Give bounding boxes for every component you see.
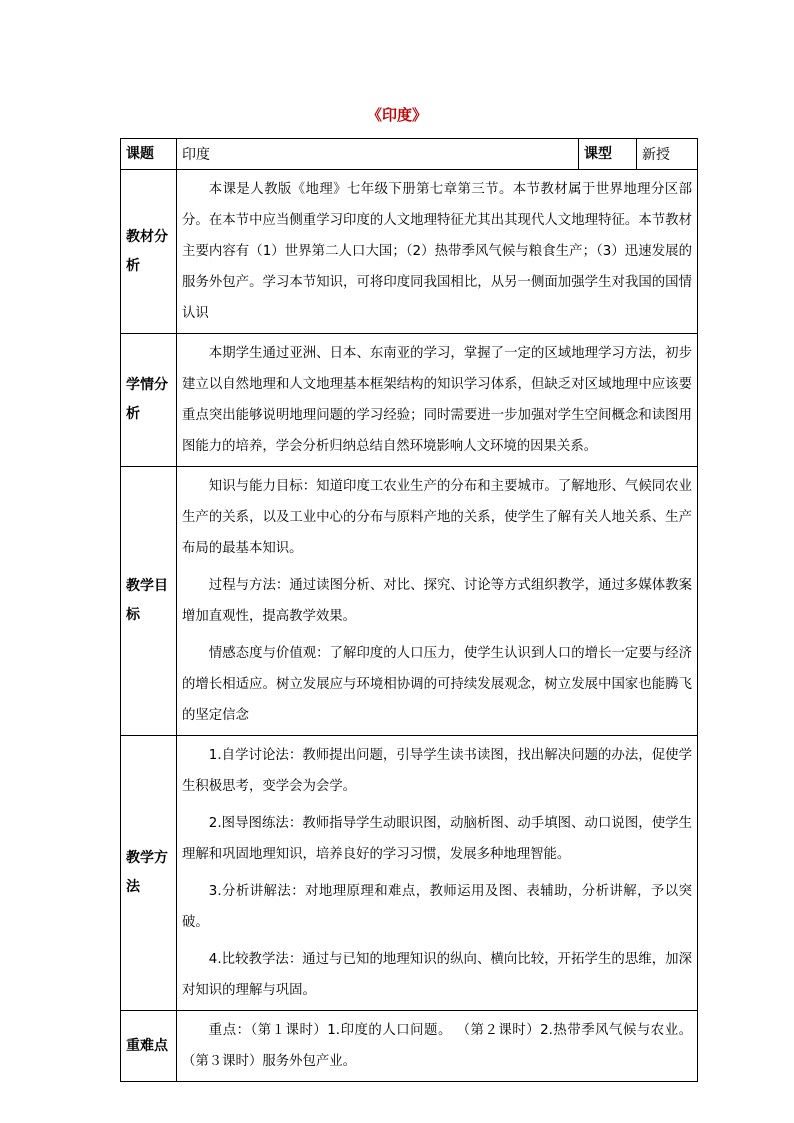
- document-title: 《印度》: [366, 106, 427, 124]
- teaching-methods-label: 教学方法: [121, 736, 177, 1011]
- teaching-goals-content: [177, 467, 698, 736]
- student-paragraph: 本期学生通过亚洲、日本、东南亚的学习，掌握了一定的区域地理学习方法，初步建立以自然地理和人文地理基本框架结构的知识学习体系，但缺乏对区域地理中应该要重点突出能够说明地理问题的学习经验；同时需要进一步加强对学生空间概念和读图用图能力的培养，学会分析归纳总结自然环境影响人文环境的因果关系。: [182, 346, 692, 454]
- material-analysis-label: 教材分析: [121, 170, 177, 334]
- method-paragraph-3: 3.分析讲解法：对地理原理和难点，教师运用及图、表辅助，分析讲解，予以突破。: [182, 884, 692, 930]
- key-points-content: [177, 1011, 698, 1082]
- method-paragraph-4: 4.比较教学法：通过与已知的地理知识的纵向、横向比较，开拓学生的思维，加深对知识的理解与巩固。: [182, 952, 692, 998]
- header-row: [121, 139, 698, 170]
- key-points-paragraph: 重点：（第１课时）1.印度的人口问题。 （第２课时）2.热带季风气候与农业。（第３课时）服务外包产业。: [182, 1023, 692, 1069]
- lesson-type-label: 课型: [579, 139, 637, 170]
- teaching-goals-row: [121, 467, 698, 736]
- goal-paragraph-attitude: 情感态度与价值观：了解印度的人口压力，使学生认识到人口的增长一定要与经济的增长相适应。树立发展应与环境相协调的可持续发展观念，树立发展中国家也能腾飞的坚定信念: [182, 646, 692, 723]
- material-analysis-content: [177, 170, 698, 334]
- topic-value: 印度: [177, 139, 579, 170]
- material-analysis-row: [121, 170, 698, 334]
- student-analysis-content: [177, 334, 698, 467]
- student-analysis-label: 学情分析: [121, 334, 177, 467]
- teaching-methods-content: [177, 736, 698, 1011]
- material-paragraph: 本课是人教版《地理》七年级下册第七章第三节。本节教材属于世界地理分区部分。在本节中应当侧重学习印度的人文地理特征尤其出其现代人文地理特征。本节教材主要内容有（1）世界第二人口大国；（2）热带季风气候与粮食生产；（3）迅速发展的服务外包产。学习本节知识，可将印度同我国相比，从另一侧面加强学生对我国的国情认识: [182, 182, 692, 321]
- student-analysis-row: [121, 334, 698, 467]
- goal-paragraph-knowledge: 知识与能力目标：知道印度工农业生产的分布和主要城市。了解地形、气候同农业生产的关系，以及工业中心的分布与原料产地的关系，使学生了解有关人地关系、生产布局的最基本知识。: [182, 479, 692, 556]
- method-paragraph-1: 1.自学讨论法：教师提出问题，引导学生读书读图，找出解决问题的办法，促使学生积极思考，变学会为会学。: [182, 748, 692, 794]
- key-points-row: [121, 1011, 698, 1082]
- goal-paragraph-process: 过程与方法：通过读图分析、对比、探究、讨论等方式组织教学，通过多媒体教案增加直观性，提高教学效果。: [182, 578, 692, 624]
- key-points-label: 重难点: [121, 1011, 177, 1082]
- method-paragraph-2: 2.图导图练法：教师指导学生动眼识图，动脑析图、动手填图、动口说图，使学生理解和巩固地理知识，培养良好的学习习惯，发展多种地理智能。: [182, 816, 692, 862]
- topic-label: 课题: [121, 139, 177, 170]
- teaching-methods-row: [121, 736, 698, 1011]
- lesson-plan-table: [120, 138, 698, 1082]
- lesson-type-value: 新授: [637, 139, 698, 170]
- teaching-goals-label: 教学目标: [121, 467, 177, 736]
